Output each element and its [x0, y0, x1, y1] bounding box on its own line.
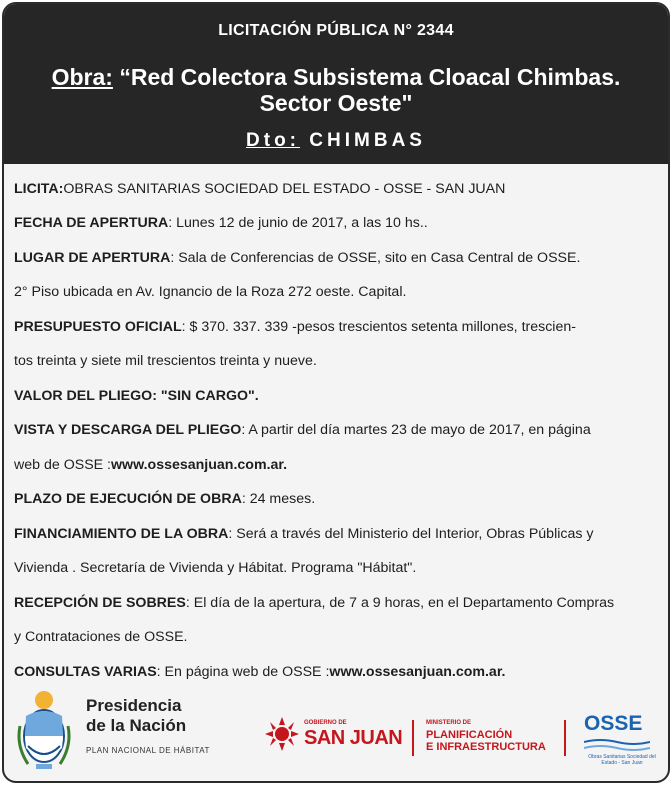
line-text: : "SIN CARGO".	[152, 387, 259, 404]
osse-wave-icon	[584, 738, 650, 752]
notice-line	[14, 345, 658, 380]
line-text: : En página web de OSSE :	[156, 663, 330, 680]
line-text: : El día de la apertura, de 7 a 9 horas, en el Departamento Compras	[185, 594, 615, 611]
notice-line	[14, 621, 658, 656]
ministerio-small: MINISTERIO DE	[426, 720, 472, 726]
notice-line	[14, 276, 658, 311]
notice-line	[14, 552, 658, 587]
line-label: LUGAR DE APERTURA	[14, 249, 171, 266]
san-juan-sun-icon	[262, 716, 302, 752]
dto-label: Dto:	[246, 130, 301, 151]
line-label: VALOR DEL PLIEGO	[14, 387, 153, 404]
ministerio-line2: E INFRAESTRUCTURA	[426, 741, 546, 753]
line-text: y Contrataciones de OSSE.	[14, 629, 188, 646]
line-text: OBRAS SANITARIAS SOCIEDAD DEL ESTADO - OSSE - SAN JUAN	[63, 180, 506, 197]
plan-habitat: PLAN NACIONAL DE HÁBITAT	[86, 746, 210, 755]
presidencia-line2: de la Nación	[86, 716, 187, 735]
notice-line	[14, 414, 658, 449]
line-label: RECEPCIÓN DE SOBRES	[14, 594, 186, 611]
obra-title	[4, 64, 668, 116]
line-label: FINANCIAMIENTO DE LA OBRA	[14, 525, 229, 542]
web-link[interactable]: www.ossesanjuan.com.ar.	[111, 456, 288, 473]
line-label: PRESUPUESTO OFICIAL	[14, 318, 182, 335]
notice-line	[14, 207, 658, 242]
ministerio-line1: PLANIFICACIÓN	[426, 729, 513, 741]
notice-line	[14, 379, 658, 414]
line-text: 2° Piso ubicada en Av. Ignancio de la Roza 272 oeste. Capital.	[14, 284, 407, 301]
line-text: tos treinta y siete mil trescientos treinta y nueve.	[14, 353, 317, 370]
osse-logo: OSSE	[584, 712, 643, 735]
logo-divider	[412, 720, 414, 756]
departamento	[4, 130, 668, 152]
obra-line1: “Red Colectora Subsistema Cloacal Chimbas.	[119, 64, 621, 90]
notice-header	[4, 4, 668, 164]
presidencia-line1: Presidencia	[86, 696, 182, 715]
line-label: PLAZO DE EJECUCIÓN DE OBRA	[14, 491, 242, 508]
notice-line	[14, 241, 658, 276]
line-label: LICITA:	[14, 180, 64, 197]
line-text: : A partir del día martes 23 de mayo de 2017, en página	[241, 422, 591, 439]
san-juan-small: GOBIERNO DE	[304, 720, 347, 726]
ministerio-logo	[426, 729, 546, 753]
line-text: : $ 370. 337. 339 -pesos trescientos setenta millones, trescien-	[181, 318, 576, 335]
logo-divider	[564, 720, 566, 756]
web-link[interactable]: www.ossesanjuan.com.ar.	[329, 663, 506, 680]
line-text: : Sala de Conferencias de OSSE, sito en Casa Central de OSSE.	[170, 249, 581, 266]
line-text: : Será a través del Ministerio del Interior, Obras Públicas y	[228, 525, 594, 542]
notice-line	[14, 172, 658, 207]
line-text: : Lunes 12 de junio de 2017, a las 10 hs..	[168, 215, 428, 232]
notice-line	[14, 483, 658, 518]
logos-footer	[4, 682, 668, 781]
line-text: web de OSSE :	[14, 456, 111, 473]
notice-card	[2, 2, 670, 783]
line-label: CONSULTAS VARIAS	[14, 663, 157, 680]
notice-line	[14, 310, 658, 345]
line-label: VISTA Y DESCARGA DEL PLIEGO	[14, 422, 242, 439]
line-text: : 24 meses.	[241, 491, 316, 508]
notice-line	[14, 586, 658, 621]
notice-line	[14, 517, 658, 552]
osse-subtitle: Obras Sanitarias Sociedad del Estado - San Juan	[588, 754, 656, 766]
obra-line2: Sector Oeste"	[259, 90, 413, 116]
line-label: FECHA DE APERTURA	[14, 215, 169, 232]
obra-label: Obra:	[51, 64, 113, 90]
notice-body	[4, 164, 668, 690]
escudo-nacional-icon	[14, 686, 74, 774]
line-text: Vivienda . Secretaría de Vivienda y Hábitat. Programa "Hábitat".	[14, 560, 417, 577]
licitacion-title: LICITACIÓN PÚBLICA N° 2344	[218, 22, 454, 39]
san-juan-logo: SAN JUAN	[304, 727, 403, 749]
notice-line	[14, 448, 658, 483]
dto-value: CHIMBAS	[309, 130, 426, 151]
presidencia-logo-text	[86, 696, 210, 755]
